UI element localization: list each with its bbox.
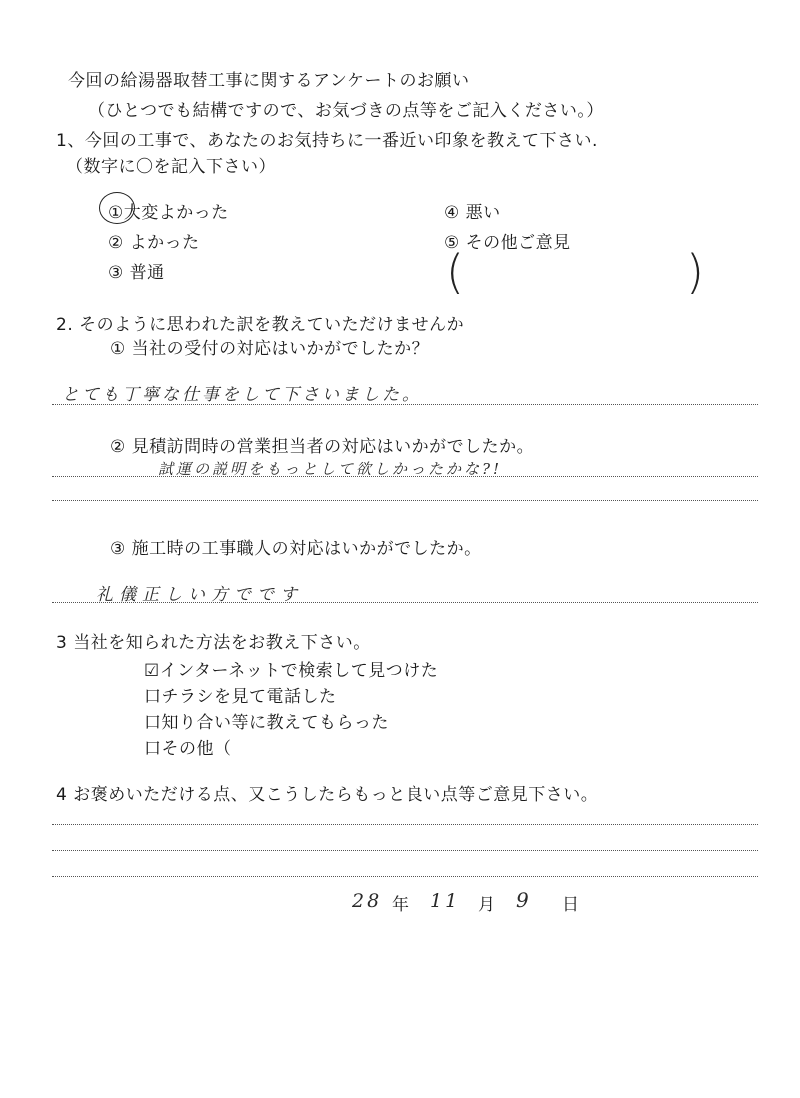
q2-sub1-label: ① 当社の受付の対応はいかがでしたか？	[110, 339, 430, 359]
date-day-label: 日	[562, 895, 580, 915]
answer-line	[52, 476, 758, 477]
q4-question: 4 お褒めいただける点、又こうしたらもっと良い点等ご意見下さい。	[56, 785, 599, 805]
answer-line	[52, 404, 758, 405]
q1-option-3[interactable]: ③ 普通	[108, 263, 165, 283]
answer-line	[52, 500, 758, 501]
q1-option-2[interactable]: ② よかった	[108, 233, 200, 253]
q3-question: 3 当社を知られた方法をお教え下さい。	[56, 633, 371, 653]
q3-option-2[interactable]: 口チラシを見て電話した	[144, 687, 337, 707]
other-opinion-field[interactable]	[464, 258, 682, 294]
q3-option-3[interactable]: 口知り合い等に教えてもらった	[144, 713, 389, 733]
q2-sub2-answer: 試運の説明をもっとして欲しかったかな?!	[158, 460, 503, 478]
q2-sub3-answer: 礼儀正しい方でです	[96, 585, 303, 605]
form-subtitle: （ひとつでも結構ですので、お気づきの点等をご記入ください。）	[88, 101, 604, 121]
q2-sub1-answer: とても丁寧な仕事をして下さいました。	[62, 385, 422, 405]
other-open-paren: (	[446, 245, 464, 299]
q1-option-1[interactable]: ①大変よかった	[108, 203, 229, 223]
form-title: 今回の給湯器取替工事に関するアンケートのお願い	[68, 71, 470, 91]
q2-sub3-label: ③ 施工時の工事職人の対応はいかがでしたか。	[110, 539, 482, 559]
q1-question: 1、今回の工事で、あなたのお気持ちに一番近い印象を教えて下さい.	[56, 131, 598, 151]
q1-option-5[interactable]: ⑤ その他ご意見	[444, 233, 571, 253]
q3-option-1[interactable]: ☑インターネットで検索して見つけた	[144, 661, 439, 681]
q2-sub2-label: ② 見積訪問時の営業担当者の対応はいかがでしたか。	[110, 437, 535, 457]
q2-question: 2. そのように思われた訳を教えていただけませんか	[56, 315, 465, 335]
q1-instruction: （数字に〇を記入下さい）	[66, 157, 276, 177]
answer-line	[52, 602, 758, 603]
q3-option-4[interactable]: 口その他（	[144, 739, 232, 759]
answer-line	[52, 876, 758, 877]
date-month-value: 11	[430, 890, 461, 912]
date-month-label: 月	[478, 895, 496, 915]
answer-line	[52, 850, 758, 851]
date-year-value: 28	[352, 890, 383, 912]
q1-option-4[interactable]: ④ 悪い	[444, 203, 501, 223]
answer-line	[52, 824, 758, 825]
date-day-value: 9	[516, 888, 532, 912]
other-close-paren: )	[686, 245, 704, 299]
date-year-label: 年	[392, 895, 410, 915]
